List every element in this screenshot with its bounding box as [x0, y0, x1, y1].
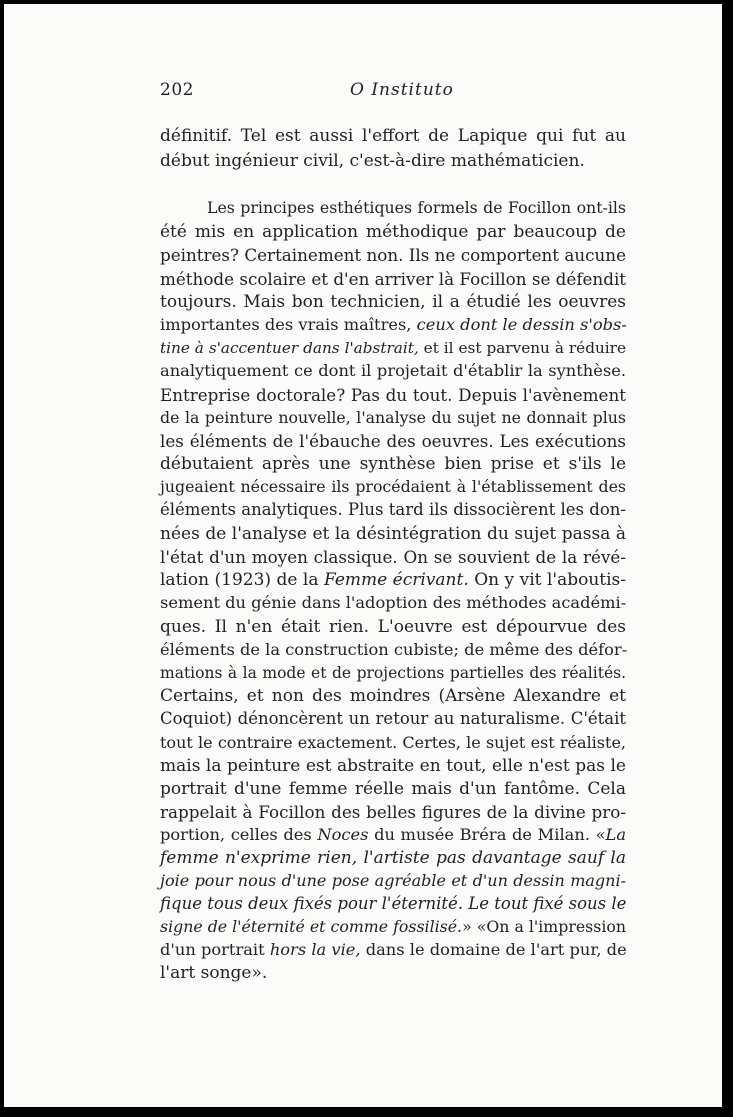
text-line: portion, celles des Noces du musée Bréra de Milan. «La: [160, 825, 627, 844]
page-number: 202: [160, 80, 194, 100]
text-line: mations à la mode et de projections partielles des réalités.: [160, 664, 626, 682]
text-line: méthode scolaire et d'en arriver là Focillon se défendit: [160, 269, 627, 289]
text-line: analytiquement ce dont il projetait d'établir la synthèse.: [160, 361, 626, 380]
text-line: éléments analytiques. Plus tard ils dissocièrent les don-: [160, 500, 626, 519]
text-line: femme n'exprime rien, l'artiste pas davantage sauf la: [160, 848, 626, 868]
text-line: toujours. Mais bon technicien, il a étudié les oeuvres: [160, 292, 626, 312]
text-line: début ingénieur civil, c'est-à-dire mathématicien.: [160, 151, 585, 171]
text-line: sement du génie dans l'adoption des méthodes académi-: [160, 593, 627, 612]
text-line: les éléments de l'ébauche des oeuvres. Les exécutions: [160, 431, 626, 451]
text-line: ques. Il n'en était rien. L'oeuvre est dépourvue des: [160, 617, 626, 637]
text-line: nées de l'analyse et la désintégration du sujet passa à: [160, 524, 626, 544]
text-line: peintres? Certainement non. Ils ne comportent aucune: [160, 245, 626, 265]
text-line: joie pour nous d'une pose agréable et d'un dessin magni-: [160, 871, 626, 890]
text-line: portrait d'une femme réelle mais d'un fantôme. Cela: [160, 779, 626, 799]
text-line: fique tous deux fixés pour l'éternité. Le tout fixé sous le: [160, 894, 627, 913]
text-line: Coquiot) dénoncèrent un retour au naturalisme. C'était: [160, 709, 626, 728]
text-line: rappelait à Focillon des belles figures de la divine pro-: [160, 802, 626, 822]
text-line: mais la peinture est abstraite en tout, elle n'est pas le: [160, 756, 626, 776]
text-line: Les principes esthétiques formels de Focillon ont-ils: [207, 198, 626, 217]
text-line: signe de l'éternité et comme fossilisé.» «On a l'impression: [160, 917, 626, 936]
text-line: l'état d'un moyen classique. On se souvient de la révé-: [160, 547, 626, 567]
text-line: lation (1923) de la Femme écrivant. On y vit l'aboutis-: [160, 570, 627, 590]
page-header: [160, 80, 626, 104]
text-line: de la peinture nouvelle, l'analyse du sujet ne donnait plus: [160, 408, 626, 427]
text-line: jugeaient nécessaire ils procédaient à l'établissement des: [160, 477, 626, 496]
running-title: O Instituto: [350, 80, 454, 100]
text-line: l'art songe».: [160, 963, 268, 983]
text-line: éléments de la construction cubiste; de même des défor-: [160, 640, 628, 659]
text-line: débutaient après une synthèse bien prise et s'ils le: [160, 454, 626, 474]
text-line: définitif. Tel est aussi l'effort de Lapique qui fut au: [160, 126, 626, 146]
text-line: d'un portrait hors la vie, dans le domaine de l'art pur, de: [160, 940, 627, 959]
text-line: tout le contraire exactement. Certes, le sujet est réaliste,: [160, 733, 626, 752]
text-line: tine à s'accentuer dans l'abstrait, et il est parvenu à réduire: [160, 339, 626, 357]
text-line: été mis en application méthodique par beaucoup de: [160, 222, 626, 242]
text-line: importantes des vrais maîtres, ceux dont le dessin s'obs-: [160, 315, 627, 334]
book-page: [4, 4, 722, 1107]
text-line: Certains, et non des moindres (Arsène Alexandre et: [160, 686, 626, 706]
text-line: Entreprise doctorale? Pas du tout. Depuis l'avènement: [160, 385, 626, 405]
